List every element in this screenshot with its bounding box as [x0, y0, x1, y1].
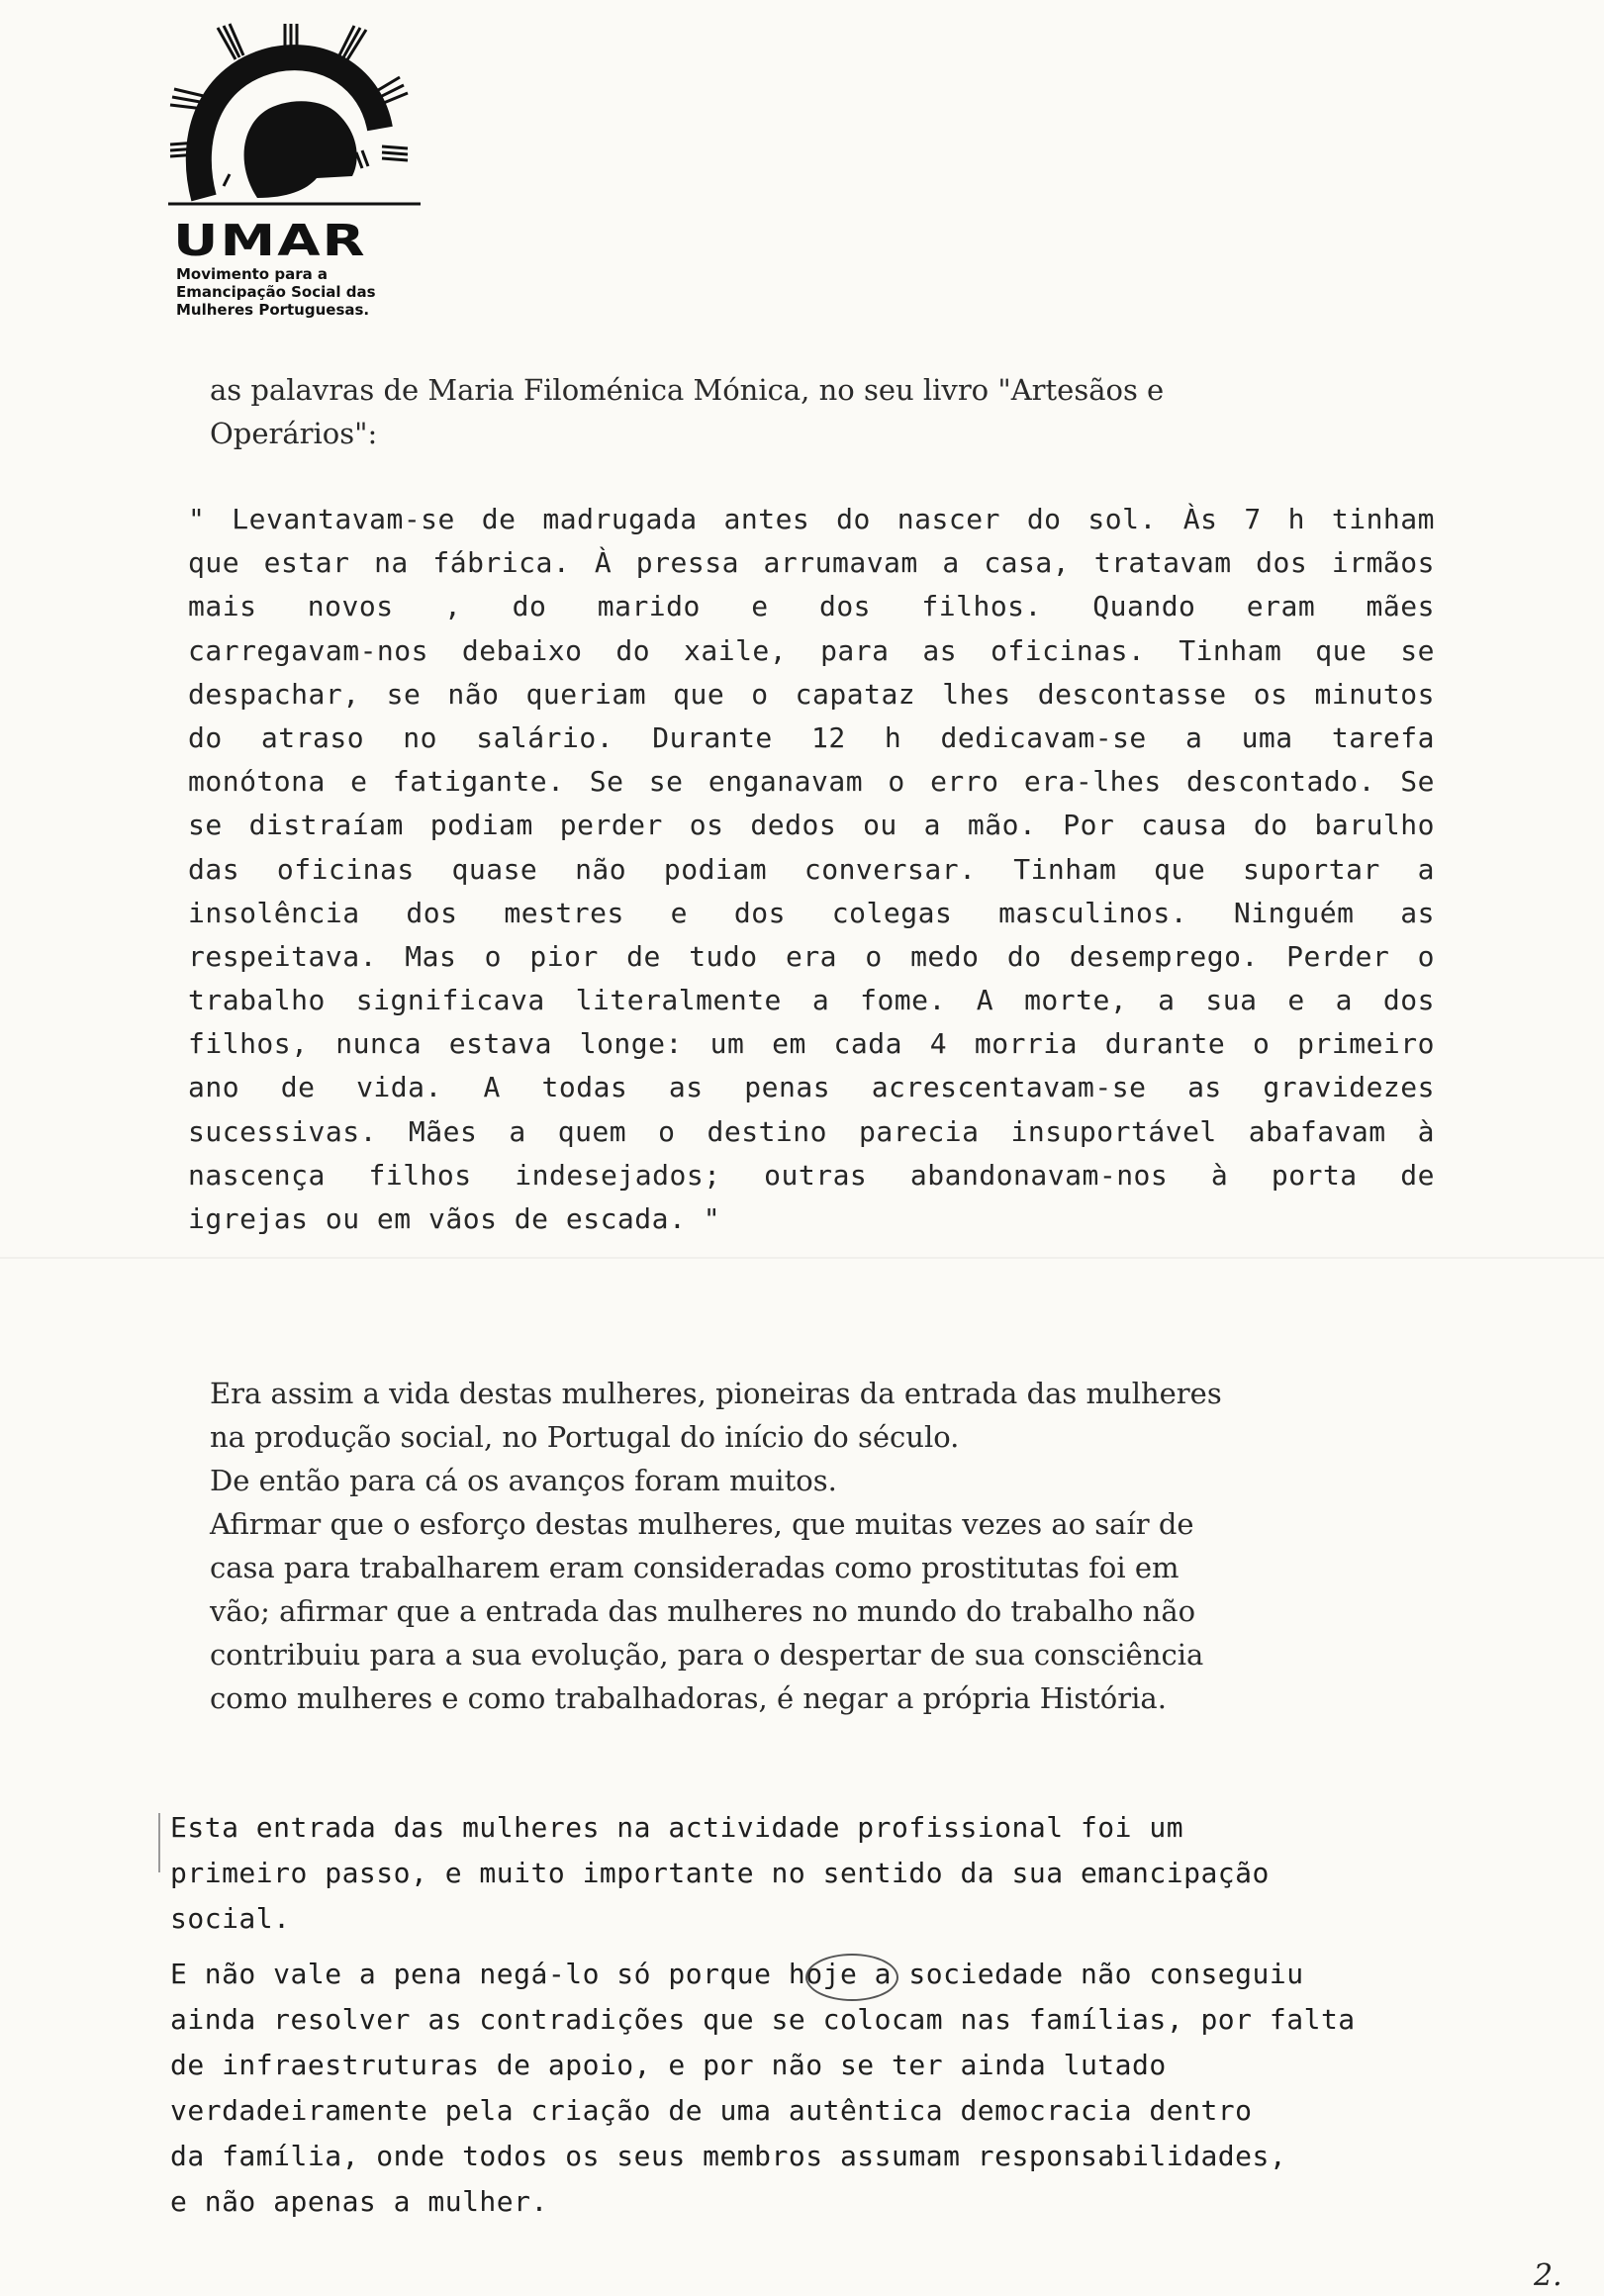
paragraph-line: ainda resolver as contradições que se colocam nas famílias, por falta	[170, 2003, 1356, 2036]
quote-line: igrejas ou em vãos de escada. "	[188, 1202, 721, 1235]
quote-line: monótona e fatigante. Se se enganavam o erro era-lhes descontado. Se	[188, 765, 1435, 799]
paragraph-line: E não vale a pena negá-lo só porque hoje a sociedade não conseguiu	[170, 1958, 1304, 1990]
quote-line: das oficinas quase não podiam conversar. Tinham que suportar a	[188, 852, 1435, 886]
paragraph-line: social.	[170, 1902, 291, 1935]
quote-line: mais novos , do marido e dos filhos. Quando eram mães	[188, 590, 1435, 623]
paragraph-line: Afirmar que o esforço destas mulheres, que muitas vezes ao saír de	[210, 1507, 1194, 1541]
logo-subtitle-line: Mulheres Portuguesas.	[176, 301, 370, 319]
quote-line: " Levantavam-se de madrugada antes do nascer do sol. Às 7 h tinham	[188, 503, 1435, 535]
quote-line: nascença filhos indesejados; outras abandonavam-nos à porta de	[188, 1158, 1435, 1192]
margin-pencil-mark	[158, 1813, 160, 1872]
paragraph-line: vão; afirmar que a entrada das mulheres no mundo do trabalho não	[210, 1594, 1196, 1628]
quote-line: respeitava. Mas o pior de tudo era o medo do desemprego. Perder o	[188, 939, 1435, 973]
intro-paragraph	[210, 368, 1164, 455]
paragraph-line: Esta entrada das mulheres na actividade profissional foi um	[170, 1811, 1184, 1844]
quote-line: despachar, se não queriam que o capataz lhes descontasse os minutos	[188, 677, 1435, 711]
paragraph-line: da família, onde todos os seus membros assumam responsabilidades,	[170, 2140, 1287, 2172]
paragraph-line: na produção social, no Portugal do início do século.	[210, 1420, 960, 1454]
intro-line: as palavras de Maria Filoménica Mónica, no seu livro "Artesãos e	[210, 373, 1165, 407]
logo-subtitle	[176, 265, 473, 319]
paragraph-line: De então para cá os avanços foram muitos.	[210, 1464, 837, 1497]
intro-line: Operários":	[210, 417, 378, 450]
logo-wordmark: UMAR	[173, 216, 367, 266]
quote-line: filhos, nunca estava longe: um em cada 4 morria durante o primeiro	[188, 1027, 1435, 1061]
paragraph-2	[210, 1372, 1222, 1720]
umar-logo	[168, 20, 465, 317]
paragraph-line: como mulheres e como trabalhadoras, é negar a própria História.	[210, 1681, 1167, 1715]
logo-subtitle-line: Movimento para a	[176, 265, 329, 283]
quote-line: trabalho significava literalmente a fome. A morte, a sua e a dos	[188, 984, 1435, 1017]
quote-line: do atraso no salário. Durante 12 h dedicavam-se a uma tarefa	[188, 720, 1435, 754]
quote-line: sucessivas. Mães a quem o destino parecia insuportável abafavam à	[188, 1114, 1435, 1148]
page-number: 2.	[1534, 2258, 1562, 2293]
handwritten-circle-annotation	[805, 1954, 898, 2001]
quote-line: se distraíam podiam perder os dedos ou a mão. Por causa do barulho	[188, 809, 1435, 842]
page-fold-divider	[0, 1257, 1604, 1259]
quote-line: que estar na fábrica. À pressa arrumavam a casa, tratavam dos irmãos	[188, 546, 1435, 580]
quote-line: ano de vida. A todas as penas acrescentavam-se as gravidezes	[188, 1071, 1435, 1104]
paragraph-line: contribuiu para a sua evolução, para o despertar de sua consciência	[210, 1638, 1204, 1672]
quote-line: carregavam-nos debaixo do xaile, para as oficinas. Tinham que se	[188, 633, 1435, 667]
paragraph-line: e não apenas a mulher.	[170, 2185, 548, 2218]
logo-subtitle-line: Emancipação Social das	[176, 283, 376, 301]
paragraph-line: casa para trabalharem eram consideradas como prostitutas foi em	[210, 1551, 1179, 1584]
quote-line: insolência dos mestres e dos colegas masculinos. Ninguém as	[188, 896, 1435, 929]
paragraph-line: Era assim a vida destas mulheres, pioneiras da entrada das mulheres	[210, 1377, 1222, 1410]
paragraph-line: verdadeiramente pela criação de uma autêntica democracia dentro	[170, 2094, 1253, 2127]
umar-emblem-icon	[168, 20, 425, 218]
paragraph-line: primeiro passo, e muito importante no sentido da sua emancipação	[170, 1857, 1270, 1889]
paragraph-3	[170, 1811, 1437, 2227]
quote-block	[188, 498, 1435, 1241]
paragraph-line: de infraestruturas de apoio, e por não se ter ainda lutado	[170, 2049, 1167, 2081]
